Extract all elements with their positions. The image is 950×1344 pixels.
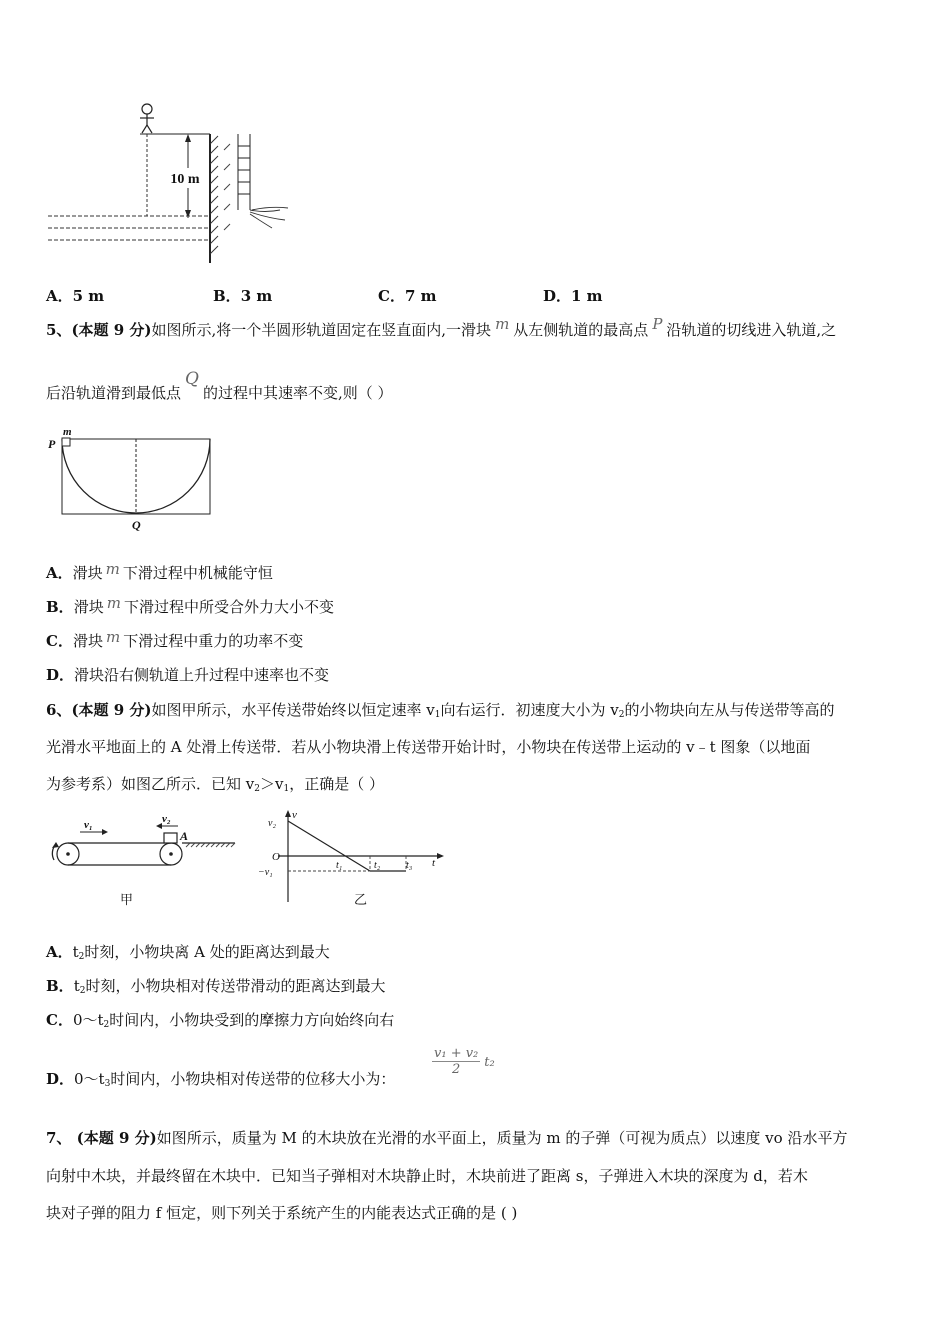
caption-jia: 甲 [120, 892, 134, 907]
stem-text: 块对子弹的阻力 f 恒定，则下列关于系统产生的内能表达式正确的是 ( ) [46, 1204, 518, 1222]
slider-block [62, 438, 70, 446]
question-meta: (本题 9 分) [71, 701, 152, 719]
subscript: 2 [78, 952, 85, 962]
stem-text: 向射中木块，并最终留在木块中．已知当子弹相对木块静止时，木块前进了距离 s，子弹进入木块的深度为 d，若木 [46, 1167, 808, 1185]
option-text: 滑块沿右侧轨道上升过程中速率也不变 [74, 666, 330, 684]
option-text: 下滑过程中机械能守恒 [122, 564, 273, 582]
q6-stem-line-3 [46, 774, 384, 799]
stem-text: 沿轨道的切线进入轨道,之 [666, 321, 837, 339]
option-letter: C． [46, 632, 73, 650]
option-text: 时刻，小物块离 A 处的距离达到最大 [84, 943, 330, 961]
option-letter: B． [46, 598, 74, 616]
var-m: m [495, 315, 510, 333]
option-letter: C． [378, 287, 405, 305]
q6-stem-line-2 [46, 737, 810, 757]
option-text: 滑块 [72, 564, 103, 582]
stem-text: 光滑水平地面上的 A 处滑上传送带．若从小物块滑上传送带开始计时，小物块在传送带上运动的 v﹣t 图象（以地面 [46, 738, 811, 756]
stem-text: 的小物块向左从与传送带等高的 [624, 701, 835, 719]
tick-t1: t₁ [336, 860, 343, 871]
label-a: A [180, 829, 189, 843]
option-text: 滑块 [73, 598, 104, 616]
label-v1: v₁ [84, 819, 93, 831]
stem-text: 的过程中其速率不变,则（ ） [202, 384, 393, 402]
small-block [164, 833, 177, 843]
q6-option-a[interactable] [46, 942, 330, 967]
q6-stem-line-1 [46, 700, 835, 725]
label-q: Q [132, 518, 141, 532]
var-m: m [105, 628, 121, 646]
question-number: 7、 [46, 1129, 72, 1147]
option-letter: B． [213, 287, 241, 305]
q6-option-c[interactable] [46, 1010, 394, 1035]
option-text: 下滑过程中所受合外力大小不变 [123, 598, 334, 616]
question-number: 5、 [46, 321, 72, 339]
axis-t: t [432, 857, 436, 869]
fraction [432, 1046, 480, 1077]
stem-text: 为参考系）如图乙所示．已知 v [46, 775, 255, 793]
option-text: 滑块 [72, 632, 103, 650]
stem-text: ，正确是（ ） [289, 775, 384, 793]
stem-text: 从左侧轨道的最高点 [513, 321, 649, 339]
graph-line-descending [288, 821, 370, 871]
option-text: 3 m [240, 287, 273, 305]
q4-option-b[interactable] [213, 286, 272, 306]
subscript: 2 [103, 1020, 110, 1030]
q4-option-c[interactable] [378, 286, 436, 306]
q5-option-b[interactable] [46, 594, 334, 617]
q6-option-d[interactable] [46, 1069, 395, 1094]
option-letter: D． [543, 287, 572, 305]
subscript: 1 [283, 784, 290, 794]
option-letter: A． [46, 287, 73, 305]
option-text: 0～t [72, 1011, 104, 1029]
stem-text: 如图所示，质量为 M 的木块放在光滑的水平面上，质量为 m 的子弹（可视为质点）以速度 vo 沿水平方 [156, 1129, 848, 1147]
cliff-diving-figure [40, 98, 300, 266]
formula-tail: t₂ [484, 1055, 495, 1070]
option-text: 时间内，小物块相对传送带的位移大小为： [110, 1070, 396, 1088]
subscript: 2 [618, 710, 625, 720]
subscript: 2 [79, 986, 86, 996]
tick-v2: v₂ [268, 818, 276, 829]
q4-option-d[interactable] [543, 286, 603, 306]
var-q: Q [185, 369, 199, 389]
label-m: m [63, 426, 72, 438]
person-icon [140, 104, 154, 133]
fraction-numerator: v₁ + v₂ [434, 1046, 479, 1061]
option-text: t [72, 943, 79, 961]
var-m: m [106, 594, 121, 612]
tick-t2: t₂ [374, 860, 381, 871]
conveyor-belt-figure [40, 806, 240, 910]
option-text: 时间内，小物块受到的摩擦力方向始终向右 [109, 1011, 395, 1029]
tick-t3: t₃ [406, 860, 413, 871]
option-letter: B． [46, 977, 74, 995]
stem-text: 如图所示,将一个半圆形轨道固定在竖直面内,一滑块 [151, 321, 492, 339]
fraction-denominator: 2 [452, 1062, 461, 1077]
formula [432, 1046, 495, 1077]
height-label: 10 m [170, 172, 200, 187]
subscript: 2 [254, 784, 260, 794]
option-text: t [73, 977, 80, 995]
var-m: m [105, 560, 120, 578]
stem-text: 向右运行．初速度大小为 v [440, 701, 619, 719]
option-text: 1 m [571, 287, 603, 305]
v-t-graph-figure [256, 806, 446, 910]
q5-option-a[interactable] [46, 560, 273, 583]
q6-option-b[interactable] [46, 976, 385, 1001]
var-p: P [652, 315, 663, 333]
stem-text: 后沿轨道滑到最低点 [46, 384, 182, 402]
subscript: 3 [104, 1079, 111, 1089]
q7-stem-line-2 [46, 1166, 808, 1186]
option-letter: A． [46, 564, 73, 582]
subscript: 1 [434, 710, 441, 720]
stem-text: 如图甲所示，水平传送带始终以恒定速率 v [151, 701, 435, 719]
option-text: 5 m [72, 287, 105, 305]
semicircle-track-figure [40, 424, 220, 536]
origin-o: O [272, 851, 280, 863]
q4-option-a[interactable] [46, 286, 104, 306]
q5-stem-line-2 [46, 369, 393, 403]
axis-v: v [292, 809, 297, 821]
option-letter: D． [46, 666, 75, 684]
option-letter: D． [46, 1070, 75, 1088]
option-letter: C． [46, 1011, 73, 1029]
tick-neg-v1: −v₁ [258, 867, 273, 878]
q5-option-c[interactable] [46, 628, 304, 651]
option-text: 0～t [74, 1070, 105, 1088]
option-text: 7 m [404, 287, 437, 305]
caption-yi: 乙 [354, 892, 368, 907]
stem-text: ＞v [259, 775, 284, 793]
q7-stem-line-3 [46, 1203, 517, 1223]
q5-stem-line-1 [46, 315, 837, 340]
q5-option-d[interactable] [46, 665, 329, 685]
q7-stem-line-1 [46, 1128, 847, 1148]
label-p: P [48, 437, 56, 451]
option-text: 时刻，小物块相对传送带滑动的距离达到最大 [85, 977, 386, 995]
question-meta: (本题 9 分) [71, 1129, 157, 1147]
option-text: 下滑过程中重力的功率不变 [123, 632, 304, 650]
question-meta: (本题 9 分) [71, 321, 152, 339]
label-v2: v₂ [162, 813, 171, 825]
option-letter: A． [46, 943, 73, 961]
question-number: 6、 [46, 701, 72, 719]
